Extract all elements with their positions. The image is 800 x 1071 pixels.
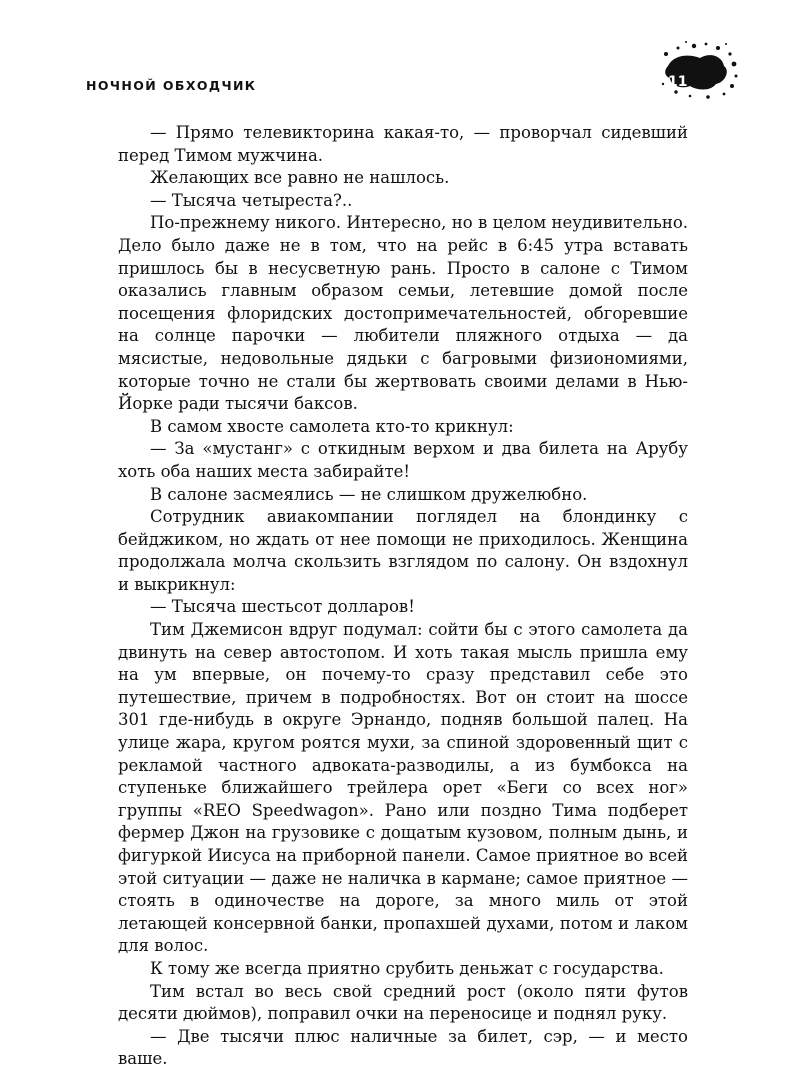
paragraph: В самом хвосте самолета кто-то крикнул: [150, 416, 514, 436]
running-title: НОЧНОЙ ОБХОДЧИК [86, 78, 257, 93]
ink-splatter-icon [660, 40, 740, 100]
paragraph: Тим встал во весь свой средний рост (около пяти футов десяти дюймов), поправил очки на переносице и поднял руку. [118, 981, 688, 1024]
paragraph: — Две тысячи плюс наличные за билет, сэр, — и место ваше. [118, 1026, 688, 1069]
paragraph: — Тысяча четыреста?.. [150, 190, 353, 210]
paragraph: В салоне засмеялись — не слишком дружелюбно. [150, 484, 588, 504]
paragraph: По-прежнему никого. Интересно, но в целом неудивительно. Дело было даже не в том, что на рейс в 6:45 утра вставать пришлось бы в несусветную рань. Просто в салоне с Тимом оказались главным образом семьи, летевшие домой после посещения флоридских достопримечательностей, обгоревшие на солнце парочки — любители пляжного отдыха — да мясистые, недовольные дядьки с багровыми физиономиями, которые точно не стали бы жертвовать своими делами в Нью-Йорке ради тысячи баксов. [118, 213, 688, 414]
body-text [118, 122, 688, 1071]
paragraph: Желающих все равно не нашлось. [150, 168, 450, 188]
paragraph: К тому же всегда приятно срубить деньжат с государства. [150, 958, 664, 978]
paragraph: — Тысяча шестьсот долларов! [150, 597, 415, 617]
paragraph: — За «мустанг» с откидным верхом и два билета на Арубу хоть оба наших места забирайте! [118, 439, 688, 481]
paragraph: Сотрудник авиакомпании поглядел на блондинку с бейджиком, но ждать от нее помощи не приходилось. Женщина продолжала молча скользить взглядом по салону. Он вздохнул и выкрикнул: [118, 507, 688, 594]
page-number: 11 [668, 74, 688, 90]
paragraph: Тим Джемисон вдруг подумал: сойти бы с этого самолета да двинуть на север автостопом. И хоть такая мысль пришла ему на ум впервые, он почему-то сразу представил себе это путешествие, причем в подробностях. Вот он стоит на шоссе 301 где-нибудь в округе Эрнандо, подняв большой палец. На улице жара, кругом роятся мухи, за спиной здоровенный щит с рекламой частного адвоката-разводилы, а из бумбокса на ступеньке ближайшего трейлера орет «Беги со всех ног» группы «REO Speedwagon». Рано или поздно Тима подберет фермер Джон на грузовике с дощатым кузовом, полным дынь, и фигуркой Иисуса на приборной панели. Самое приятное во всей этой ситуации — даже не наличка в кармане; самое приятное — стоять в одиночестве на дороге, за много миль от этой летающей консервной банки, пропахшей духами, потом и лаком для волос. [118, 620, 688, 956]
paragraph: — Прямо телевикторина какая-то, — проворчал сидевший перед Тимом мужчина. [118, 123, 688, 165]
